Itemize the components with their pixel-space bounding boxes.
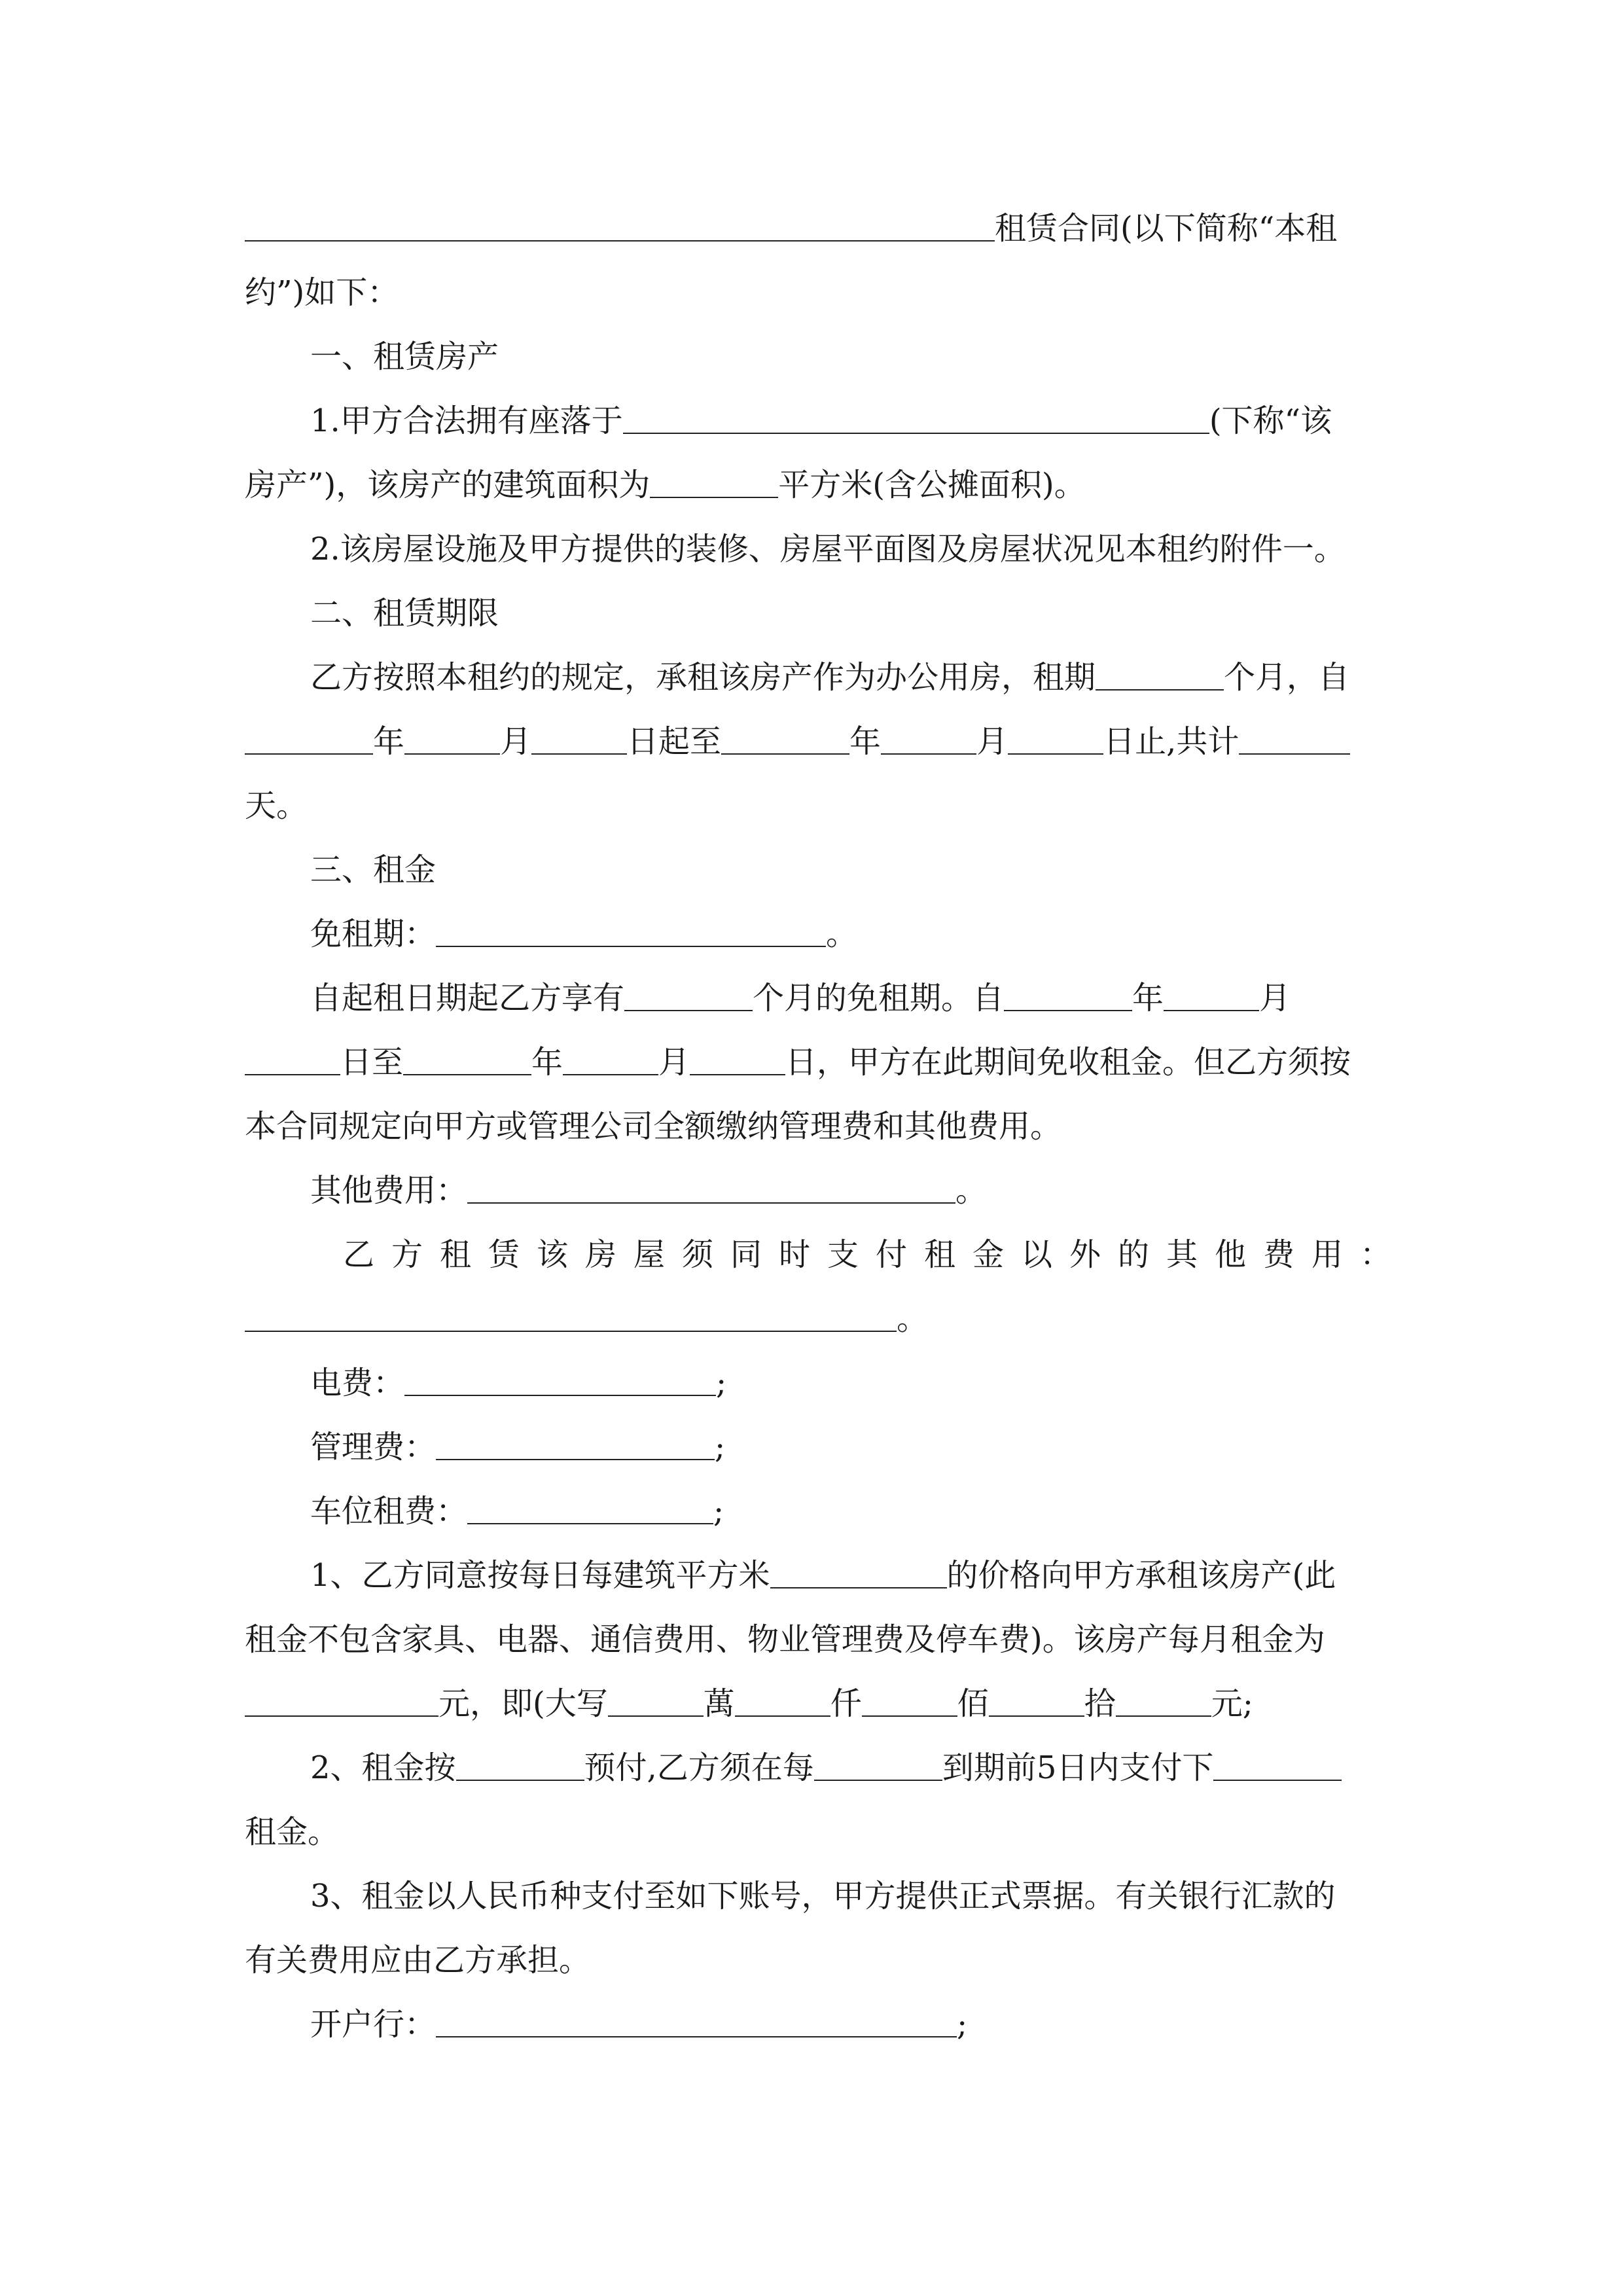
item-text: 自起租日期起乙方享有 bbox=[310, 980, 625, 1016]
unit-text: 日止,共计 bbox=[1103, 723, 1240, 760]
item-text: 个月，自 bbox=[1224, 659, 1350, 696]
rent-clause-3-cont bbox=[245, 1928, 1378, 1992]
field-label: 电费： bbox=[310, 1365, 405, 1401]
unit-text: 月 bbox=[500, 723, 532, 760]
unit-text: 元; bbox=[1211, 1685, 1253, 1722]
unit-text: 年 bbox=[373, 723, 405, 760]
free-period-blank[interactable] bbox=[436, 945, 826, 947]
start-month-blank[interactable] bbox=[404, 753, 500, 755]
item-text: 到期前5日内支付下 bbox=[942, 1749, 1214, 1786]
end-year-blank[interactable] bbox=[721, 753, 849, 755]
item-text: 日，甲方在此期间免收租金。但乙方须按 bbox=[785, 1044, 1351, 1081]
punct: ; bbox=[713, 1493, 724, 1530]
bank-line bbox=[245, 1992, 1378, 2056]
section-1-item-1 bbox=[245, 389, 1378, 453]
monthly-rent-blank[interactable] bbox=[245, 1715, 438, 1717]
rent-amount-line bbox=[245, 1672, 1378, 1736]
intro-line-1 bbox=[245, 196, 1378, 260]
electricity-line bbox=[245, 1351, 1378, 1415]
electricity-blank[interactable] bbox=[404, 1394, 716, 1396]
item-text: 房产”)，该房产的建筑面积为 bbox=[245, 467, 651, 503]
shi-blank[interactable] bbox=[989, 1715, 1084, 1717]
end-month-blank[interactable] bbox=[881, 753, 976, 755]
property-location-blank[interactable] bbox=[623, 432, 1209, 434]
unit-text: 月 bbox=[1259, 980, 1291, 1016]
unit-text: 日至 bbox=[340, 1044, 404, 1081]
rent-clause-3 bbox=[245, 1864, 1378, 1928]
section-1-heading bbox=[245, 325, 1378, 389]
free-start-month-blank[interactable] bbox=[1164, 1009, 1259, 1011]
section-heading: 三、租金 bbox=[310, 852, 437, 888]
wan-blank[interactable] bbox=[608, 1715, 704, 1717]
section-heading: 一、租赁房产 bbox=[310, 338, 499, 375]
unit-text: 拾 bbox=[1084, 1685, 1116, 1722]
punct: ; bbox=[957, 2006, 968, 2043]
free-period-line bbox=[245, 902, 1378, 966]
field-label: 免租期： bbox=[310, 916, 437, 952]
item-text: 的价格向甲方承租该房产(此 bbox=[946, 1557, 1336, 1594]
lease-months-blank[interactable] bbox=[1096, 689, 1224, 691]
item-text: 乙方租赁该房屋须同时支付租金以外的其他费用： bbox=[343, 1236, 1409, 1273]
unit-text: 佰 bbox=[957, 1685, 989, 1722]
field-label: 管理费： bbox=[310, 1429, 437, 1465]
item-text: 1、乙方同意按每日每建筑平方米 bbox=[310, 1557, 770, 1594]
unit-text: 萬 bbox=[703, 1685, 735, 1722]
other-fees-blank[interactable] bbox=[467, 1202, 955, 1204]
section-1-item-2 bbox=[245, 517, 1378, 581]
unit-text: 年 bbox=[1132, 980, 1164, 1016]
unit-text: 月 bbox=[658, 1044, 690, 1081]
next-period-blank[interactable] bbox=[1213, 1779, 1342, 1781]
start-year-blank[interactable] bbox=[245, 753, 373, 755]
lease-term-line-1 bbox=[245, 645, 1378, 709]
free-start-year-blank[interactable] bbox=[1004, 1009, 1132, 1011]
item-text: 1.甲方合法拥有座落于 bbox=[310, 403, 623, 439]
unit-text: 仟 bbox=[830, 1685, 862, 1722]
lease-term-line-2 bbox=[245, 709, 1378, 774]
punct: 。 bbox=[826, 916, 858, 952]
yuan-blank[interactable] bbox=[1116, 1715, 1211, 1717]
item-text: 2.该房屋设施及甲方提供的装修、房屋平面图及房屋状况见本租约附件一。 bbox=[310, 531, 1346, 567]
free-start-day-blank[interactable] bbox=[245, 1073, 340, 1075]
other-fees-desc-blank-line bbox=[245, 1287, 1378, 1351]
item-text: 预付,乙方须在每 bbox=[584, 1749, 814, 1786]
section-1-item-1-cont bbox=[245, 453, 1378, 517]
section-3-heading bbox=[245, 838, 1378, 902]
item-text: 租金。 bbox=[245, 1814, 340, 1850]
item-text: 元，即(大写 bbox=[438, 1685, 608, 1722]
free-period-desc-3 bbox=[245, 1094, 1378, 1158]
pay-cycle-blank[interactable] bbox=[814, 1779, 942, 1781]
qian-blank[interactable] bbox=[735, 1715, 830, 1717]
management-fee-line bbox=[245, 1415, 1378, 1479]
item-text: 本合同规定向甲方或管理公司全额缴纳管理费和其他费用。 bbox=[245, 1108, 1062, 1145]
section-2-heading bbox=[245, 581, 1378, 645]
free-period-desc-1 bbox=[245, 966, 1378, 1030]
section-heading: 二、租赁期限 bbox=[310, 595, 499, 632]
free-end-year-blank[interactable] bbox=[403, 1073, 531, 1075]
daily-rate-blank[interactable] bbox=[770, 1587, 947, 1588]
prepay-period-blank[interactable] bbox=[456, 1779, 584, 1781]
punct: 。 bbox=[897, 1300, 929, 1337]
management-fee-blank[interactable] bbox=[436, 1458, 715, 1460]
unit-text: 年 bbox=[849, 723, 882, 760]
free-end-day-blank[interactable] bbox=[690, 1073, 785, 1075]
item-text: 有关费用应由乙方承担。 bbox=[245, 1942, 591, 1979]
parking-fee-line bbox=[245, 1479, 1378, 1543]
unit-text: 年 bbox=[531, 1044, 563, 1081]
punct: 。 bbox=[955, 1172, 988, 1209]
building-area-blank[interactable] bbox=[650, 496, 778, 498]
bank-blank[interactable] bbox=[436, 2036, 957, 2037]
punct: ; bbox=[715, 1429, 726, 1465]
rent-clause-2 bbox=[245, 1736, 1378, 1800]
parking-fee-blank[interactable] bbox=[467, 1522, 713, 1524]
item-text: 个月的免租期。自 bbox=[753, 980, 1005, 1016]
item-text: 租金不包含家具、电器、通信费用、物业管理费及停车费)。该房产每月租金为 bbox=[245, 1621, 1325, 1658]
lease-term-line-3 bbox=[245, 774, 1378, 838]
unit-text: 月 bbox=[976, 723, 1008, 760]
field-label: 车位租费： bbox=[310, 1493, 468, 1530]
free-period-desc-2 bbox=[245, 1030, 1378, 1094]
total-days-blank[interactable] bbox=[1239, 753, 1350, 755]
item-text: 乙方按照本租约的规定，承租该房产作为办公用房，租期 bbox=[310, 659, 1096, 696]
end-day-blank[interactable] bbox=[1008, 753, 1103, 755]
other-fees-desc bbox=[245, 1223, 1409, 1287]
party-name-blank[interactable] bbox=[245, 240, 995, 242]
other-fees-detail-blank[interactable] bbox=[245, 1330, 897, 1332]
unit-text: 日起至 bbox=[627, 723, 722, 760]
unit-text: 天。 bbox=[245, 787, 308, 824]
bai-blank[interactable] bbox=[862, 1715, 957, 1717]
free-end-month-blank[interactable] bbox=[563, 1073, 658, 1075]
field-label: 其他费用： bbox=[310, 1172, 468, 1209]
other-fees-line bbox=[245, 1158, 1378, 1223]
item-text: 平方米(含公摊面积)。 bbox=[778, 467, 1086, 503]
intro-line-2 bbox=[245, 260, 1378, 325]
rent-clause-1-cont bbox=[245, 1607, 1378, 1672]
intro-text-2: 约”)如下： bbox=[245, 274, 399, 311]
rent-clause-1 bbox=[245, 1543, 1378, 1607]
item-text: 2、租金按 bbox=[310, 1749, 456, 1786]
intro-text: 租赁合同(以下简称“本租 bbox=[995, 210, 1338, 247]
item-text: 3、租金以人民币种支付至如下账号，甲方提供正式票据。有关银行汇款的 bbox=[310, 1878, 1336, 1914]
free-months-blank[interactable] bbox=[624, 1009, 753, 1011]
field-label: 开户行： bbox=[310, 2006, 437, 2043]
start-day-blank[interactable] bbox=[531, 753, 627, 755]
rent-clause-2-cont bbox=[245, 1800, 1378, 1864]
punct: ; bbox=[716, 1365, 727, 1401]
item-text: (下称“该 bbox=[1209, 403, 1332, 439]
